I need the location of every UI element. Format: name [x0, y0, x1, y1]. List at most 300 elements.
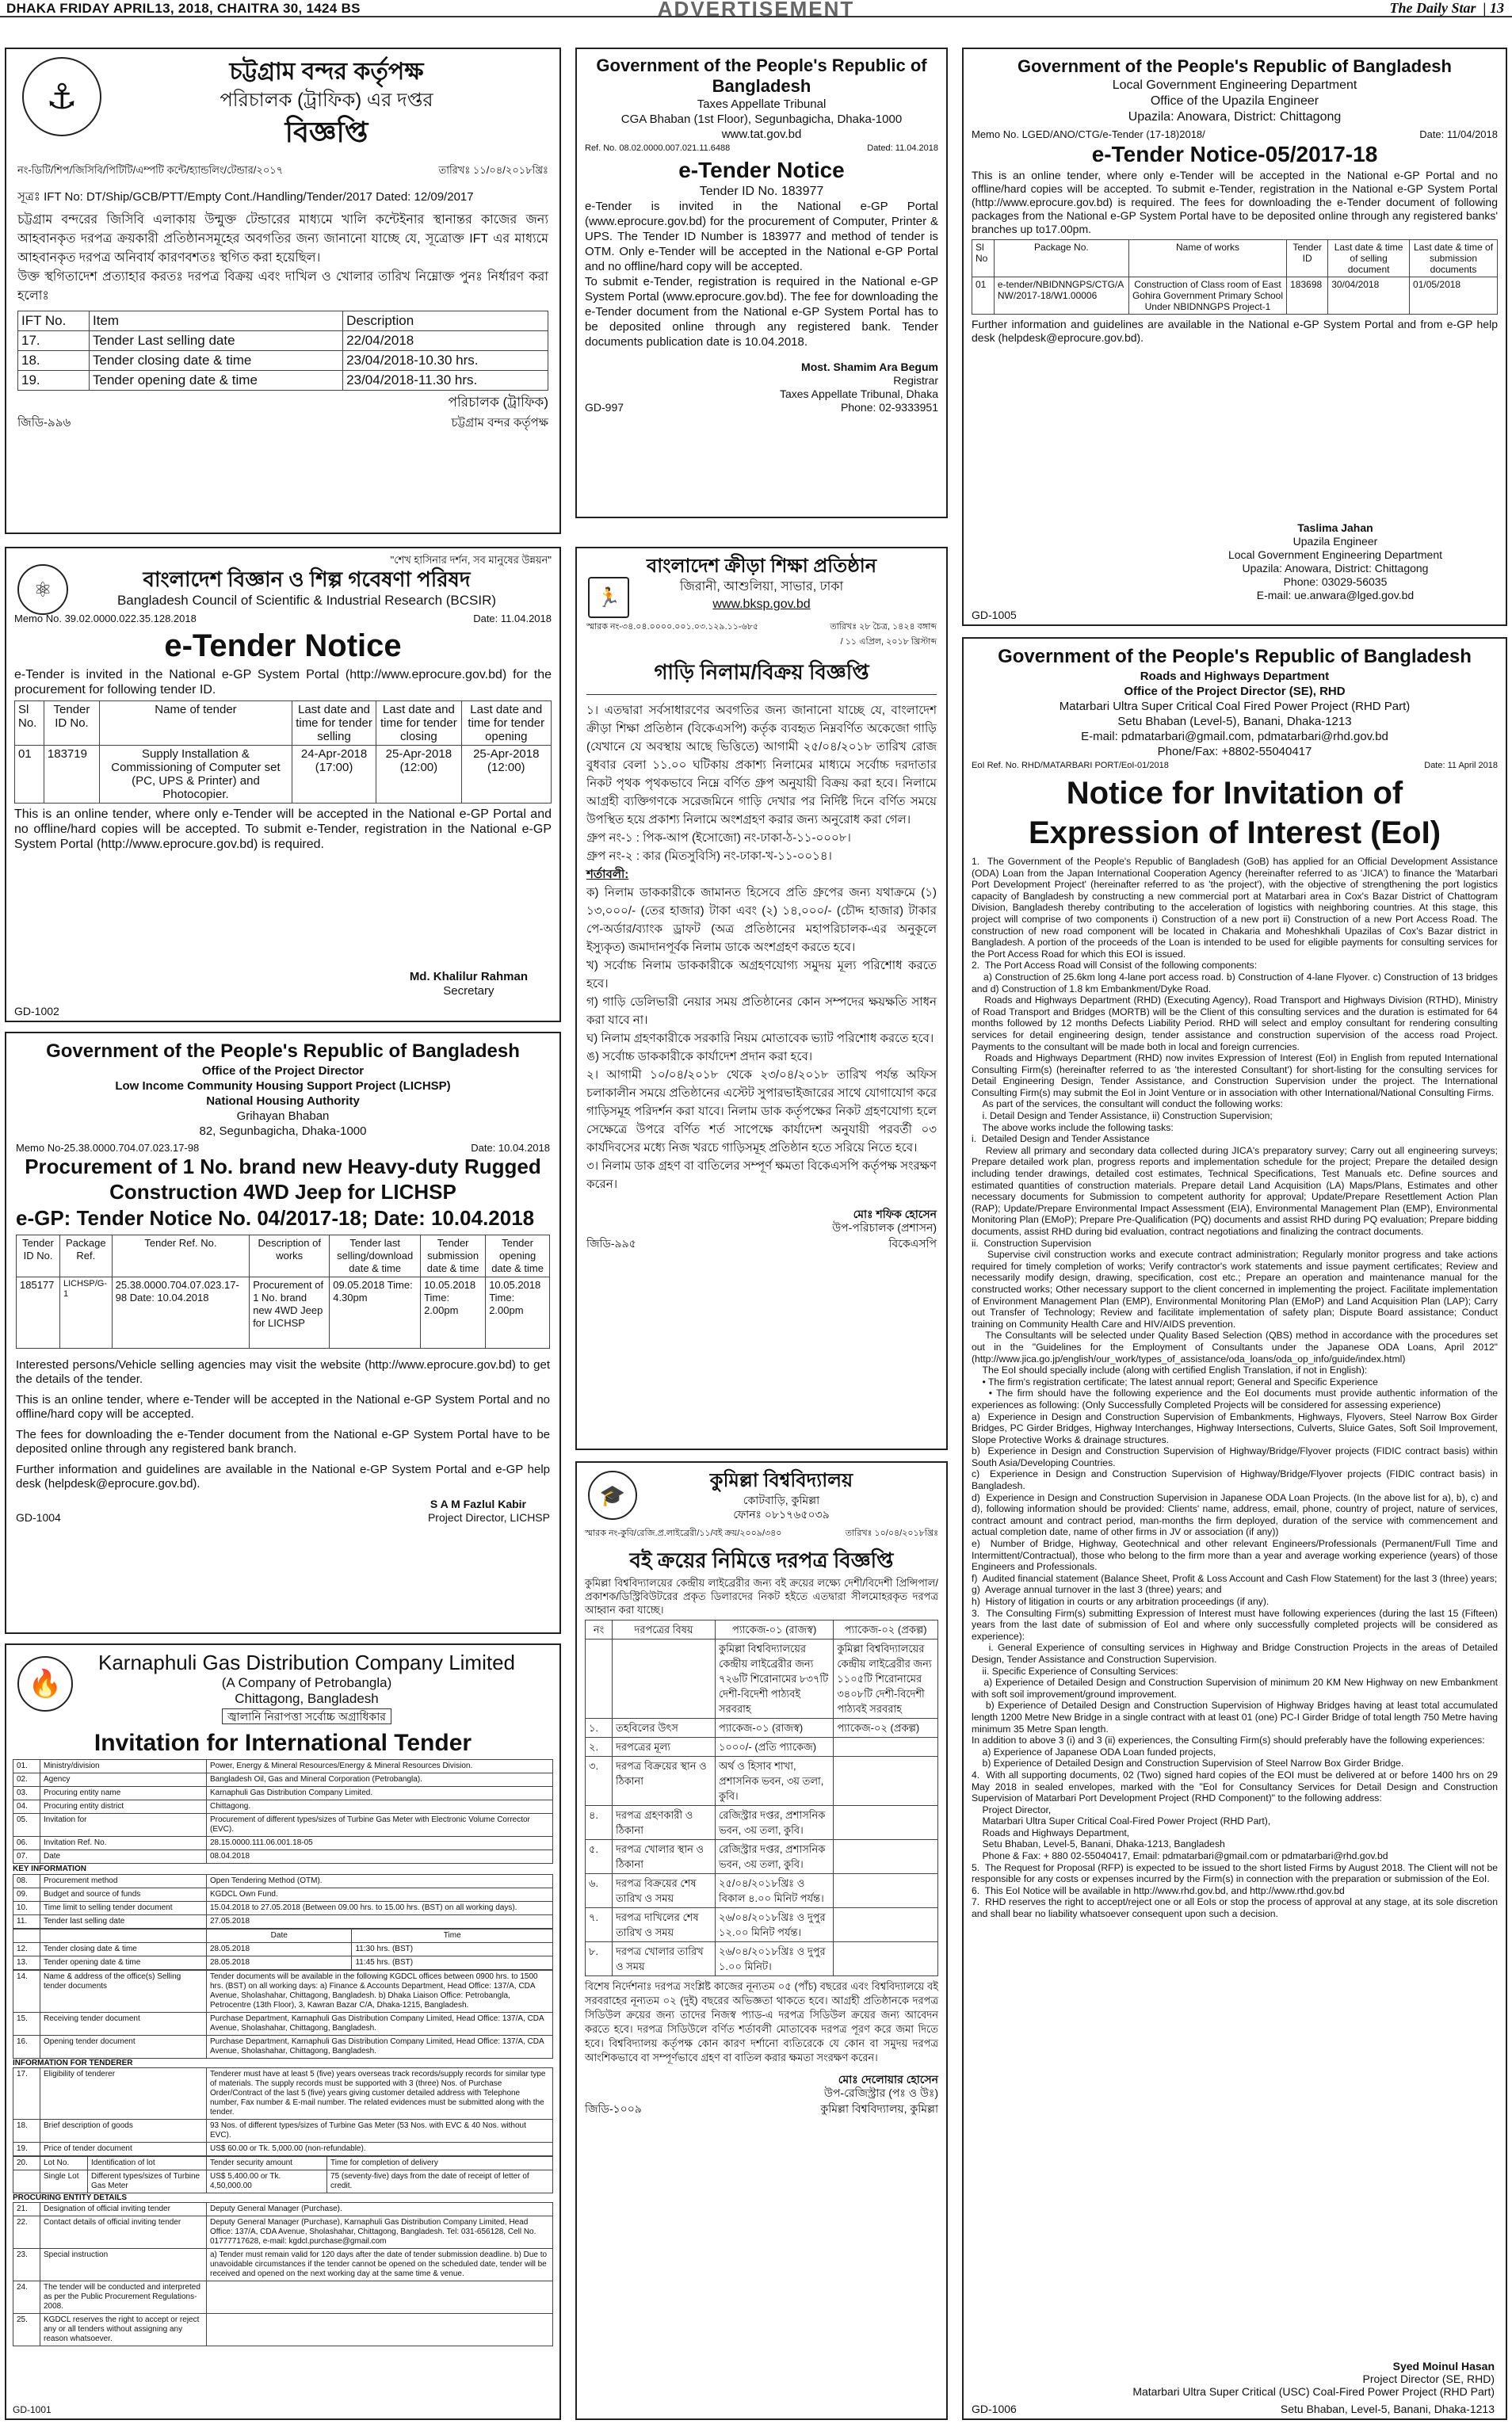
ad-bksp [575, 547, 948, 1450]
cell: ৬. [586, 1874, 613, 1908]
eoi-paragraph: 1. The Government of the People's Republic of Bangladesh (GoB) has applied for an Official Development Assistance (ODA) Loan from the Japan International Cooperation Agency (hereinafter referred to as 'JICA') to finance the 'Matarbari Port Development Project' (hereinafter referred to as 'the project'), with the objective of strengthening the port logistics capacity of Bangladesh by constructing a new commercial port at Matarbari area in Cox's Bazar District of Chattogram Division, Bangladesh thereby contributing to the acceleration of logistics with neighboring countries. At this stage, this project will comprise of two components i) Construction of a new port ii) Construction of a new Port Access Road. The construction of new road component will be located in Chakaria and Moheshkhali Upazilas of Cox's Bazar district in Bangladesh. A portion of the proceeds of the Loan is intended to be used for eligible payments for consulting services for the Port Access Road for which this EOI is issued. [972, 856, 1501, 960]
eoi-paragraph: • The firm should have the following experience and the EoI documents must provide authentic information of the experiences as following: (Only Successfully Completed Projects will be considered for assessing experience) [972, 1388, 1501, 1411]
ad2-gov: Government of the People's Republic of Bangladesh [596, 55, 927, 96]
table-row [13, 1888, 553, 1902]
th-package: Package Ref. [60, 1235, 113, 1277]
cell: ২. [586, 1738, 613, 1757]
eoi-paragraph: Matarbari Ultra Super Critical Coal-Fired Power Project (RHD Part), [972, 1815, 1271, 1827]
cell: 22. [13, 2216, 40, 2249]
ad4-org-bn: বাংলাদেশ বিজ্ঞান ও শিল্প গবেষণা পরিষদ [143, 567, 471, 591]
ad9-sig-name: Syed Moinul Hasan [1392, 2360, 1495, 2372]
ad3-dept: Local Government Engineering Department [1112, 78, 1357, 92]
cell: রেজিস্ট্রার দপ্তর, প্রশাসনিক ভবন, ৩য় তলা, কুবি। [716, 1806, 834, 1840]
cell: 18. [18, 351, 90, 371]
ad2-ref: Ref. No. 08.02.0000.007.021.11.6488 [585, 143, 731, 153]
cell [834, 1840, 938, 1874]
th-tender-id: Tender ID [1287, 240, 1328, 277]
cell: 09.05.2018 Time: 4.30pm [330, 1277, 421, 1349]
cell: 28.15.0000.111.06.001.18-05 [207, 1837, 553, 1850]
ad4-memo: Memo No. 39.02.0000.022.35.128.2018 [14, 613, 197, 624]
university-logo-icon: 🎓 [588, 1471, 637, 1520]
ad3-date: Date: 11/04/2018 [1419, 128, 1498, 140]
cell: Purchase Department, Karnaphuli Gas Distribution Company Limited, Head Office: 137/A, CDA Avenue, Sholashahar, Chittagong, Bangladesh. [207, 2036, 553, 2059]
ad7-table-tenderer [13, 2067, 553, 2156]
ad-lged [962, 48, 1507, 626]
cell: 23/04/2018-11.30 hrs. [343, 371, 548, 391]
table-row [586, 1640, 938, 1719]
table-row [13, 2216, 553, 2249]
cell: তহবিলের উৎস [613, 1719, 716, 1738]
bcsir-logo-icon: ⚛ [17, 564, 68, 615]
table-row [13, 1800, 553, 1814]
cell: দরপত্র খোলার স্থান ও ঠিকানা [613, 1840, 716, 1874]
ad3-title: e-Tender Notice-05/2017-18 [1091, 142, 1378, 166]
ad9-sig-addr: Setu Bhaban, Level-5, Banani, Dhaka-1213 [1280, 2403, 1495, 2415]
cell: 93 Nos. of different types/sizes of Turbine Gas Meter (53 Nos. with EVC & 40 Nos. without EVC). [207, 2120, 553, 2143]
ad-kgdcl [5, 1643, 561, 2420]
th-tender-id: Tender ID No. [44, 701, 99, 746]
cell [613, 1640, 716, 1719]
ad4-table [14, 700, 552, 804]
th-ref: Tender Ref. No. [112, 1235, 250, 1277]
cell: 11. [13, 1915, 40, 1929]
cell: ১০০০/- (প্রতি প্যাকেজ) [716, 1738, 834, 1757]
cell: Time limit to selling tender document [40, 1902, 207, 1915]
ad6-addr: 82, Segunbagicha, Dhaka-1000 [199, 1124, 367, 1138]
eoi-paragraph: ii. Specific Experience of Consulting Services: [972, 1665, 1178, 1677]
eoi-paragraph: ii. Construction Supervision [972, 1237, 1092, 1249]
cell: Ministry/division [40, 1760, 207, 1773]
ad6-code: GD-1004 [16, 1511, 61, 1524]
ad8-code: জিডি-১০০৯ [585, 2102, 642, 2115]
ad-chittagong-port [5, 48, 561, 534]
ad1-code: জিডি-৯৯৬ [17, 416, 71, 429]
ad2-code: GD-997 [585, 401, 624, 414]
ad5-cond-e: ঙ) সর্বোচ্চ ডাককারীকে কার্যাদেশ প্রদান করা হবে। [586, 1050, 813, 1063]
ad3-code: GD-1005 [972, 609, 1017, 621]
ad1-body2: উক্ত স্থগিতাদেশ প্রত্যাহার করতঃ দরপত্র বিক্রয় এবং দাখিল ও খোলার তারিখ নিম্নোক্ত পুনঃ নির্ধারণ করা হলোঃ [17, 270, 548, 303]
cell: 01/05/2018 [1410, 277, 1498, 315]
cell: 24. [13, 2281, 40, 2314]
th-submission: Last date & time of submission documents [1410, 240, 1498, 277]
cell: কুমিল্লা বিশ্ববিদ্যালয়ের কেন্দ্রীয় লাইব্রেরীর জন্য ৭২৬টি শিরোনামের ৮৩৭টি দেশী-বিদেশী পাঠ্যবই সরবরাহ [716, 1640, 834, 1719]
table-row [13, 1943, 553, 1956]
table-row [13, 1787, 553, 1800]
cell: Tender security amount [207, 2157, 327, 2170]
table-row [13, 1875, 553, 1888]
table-row [13, 2068, 553, 2120]
eoi-paragraph: i. General Experience of consulting services in Highway and Bridge Construction Projects in the areas of Detailed Design, Tender Assistance and Construction Supervision. [972, 1642, 1501, 1665]
cell: 15.04.2018 to 27.05.2018 (Between 09.00 hrs. to 15.00 hrs. (BST) on all working days). [207, 1902, 553, 1915]
table-row [13, 1915, 553, 1929]
ad9-email: E-mail: pdmatarbari@gmail.com, pdmatarbari@rhd.gov.bd [1081, 730, 1388, 743]
ad9-body [972, 856, 1501, 1920]
table-row [13, 1814, 553, 1837]
ad1-ref: সূত্রঃ IFT No: DT/Ship/GCB/PTT/Empty Cont./Handling/Tender/2017 Dated: 12/09/2017 [17, 190, 474, 204]
ad4-date: Date: 11.04.2018 [473, 613, 552, 624]
eoi-paragraph: In addition to above 3 (i) and 3 (ii) experiences, the Consulting Firm(s) should preferably have the following experiences: [972, 1735, 1485, 1746]
ad3-sig-area: Upazila: Anowara, District: Chittagong [1242, 562, 1429, 575]
table-row [586, 1757, 938, 1806]
ad6-memo: Memo No-25.38.0000.704.07.023.17-98 [16, 1142, 200, 1154]
ad8-foot: বিশেষ নির্দেশনাঃ দরপত্র সংশ্লিষ্ট কাজের নূন্যতম ০৫ (পাঁচ) বছরের এবং বিশ্ববিদ্যালয়ে বই সরবরাহের নূন্যতম ০২ (দুই) বছরের অভিজ্ঞতা থাকতে হবে। আগ্রহী প্রতিষ্ঠানকে দরপত্র সিডিউল ক্রয়ের জন্য তাদের নিজস্ব প্যাড-এ দরপত্র সিডিউল ক্রয়ের জন্য আবেদন করতে হবে। দরপত্র সিডিউলে বর্ণিত শর্তাবলী মোতাবেক দরপত্র পূরণ করে জমা দিতে হবে। বিশ্ববিদ্যালয় কর্তৃপক্ষ কোন কারণ দর্শানো ব্যতিরেকে যে কোন বা সমুদয় দরপত্র আংশিকভাবে বা সম্পূর্ণভাবে গ্রহণ বা বাতিল করার ক্ষমতা সংরক্ষণ করেন। [585, 1980, 938, 2063]
cell: 07. [13, 1850, 40, 1864]
ad8-title: বই ক্রয়ের নিমিত্তে দরপত্র বিজ্ঞপ্তি [629, 1548, 894, 1572]
ad6-office: Office of the Project Director [201, 1064, 365, 1078]
cell: 28.05.2018 [207, 1956, 352, 1970]
ad5-date: তারিখঃ ২৮ চৈত্র, ১৪২৪ বঙ্গাব্দ / ১১ এপ্রিল, ২০১৮ খ্রিস্টাব্দ [830, 622, 937, 647]
cell: Identification of lot [88, 2157, 207, 2170]
ad2-addr: CGA Bhaban (1st Floor), Segunbagicha, Dhaka-1000 [620, 113, 903, 126]
ad9-sig-title: Project Director (SE, RHD) [1362, 2372, 1495, 2385]
ad5-sig-title: উপ-পরিচালক (প্রশাসন) [832, 1221, 937, 1234]
ad5-para2: ২। আগামী ১০/০৪/২০১৮ থেকে ২৩/০৪/২০১৮ তারিখ পর্যন্ত অফিস চলাকালীন সময়ে প্রতিষ্ঠানের এস্টেট সুপারভাইজারের সাথে যোগাযোগ করে গাড়িসমূহ পরিদর্শন করা যাবে। নিলাম ডাক কর্তৃপক্ষের নিকট গ্রহণযোগ্য হলে সেক্ষেত্রে উপরে বর্ণিত শর্ত সাপেক্ষে কার্যাদেশ অনুযায়ী পরবর্তী ০৩ কার্যদিবসের মধ্যে নিজ খরচে গাড়িসমূহ প্রতিষ্ঠান হতে সরিয়ে নিতে হবে। [586, 1068, 937, 1155]
cell: 06. [13, 1837, 40, 1850]
eoi-paragraph: 7. RHD reserves the right to accept/reject one or all EoIs or stop the process of approval at any stage, at its sole discretion and shall bear no liability whatsoever consequent upon such a decision. [972, 1896, 1501, 1920]
cell: Bangladesh Oil, Gas and Mineral Corporation (Petrobangla). [207, 1773, 553, 1787]
ad5-addr: জিরানী, আশুলিয়া, সাভার, ঢাকা [679, 580, 844, 594]
cell [207, 2314, 553, 2346]
ad7-table [13, 1759, 553, 1864]
cell: Price of tender document [40, 2143, 207, 2156]
ad1-sig-org: চট্টগ্রাম বন্দর কর্তৃপক্ষ [451, 416, 548, 429]
cell: দরপত্র দাখিলের শেষ তারিখ ও সময় [613, 1908, 716, 1942]
ad-comilla-university [575, 1461, 948, 2420]
eoi-paragraph: Supervise civil construction works and execute contract administration; Regularly monitor progress and take actions required for timely completion of works; Verify contractor's work statements and issue payment certificates; Review and necessarily modify design, drawing, specification, cost etc.; Prepare an operation and maintenance manual for the constructed works; Other necessary support to the client concerned in implementing the project. Facilitate implementation of Environment Management Plan (EMP), Environmental Monitoring Plan (EMoP) and Land Acquisition Plan (LAP); Carry out Transfer of Technology; Review and facilitate implementation of safety plan; Dispute Board assistance; Conduct training on Community Health Care and HIV/AIDS prevention. [972, 1249, 1501, 1330]
cell: Tender closing date & time [90, 351, 343, 371]
ad5-web: www.bksp.gov.bd [712, 597, 811, 611]
ad4-sig-title: Secretary [443, 984, 494, 998]
cell [207, 2281, 553, 2314]
cell: 16. [13, 2036, 40, 2059]
table-row [13, 2170, 553, 2193]
cell: 75 (seventy-five) days from the date of receipt of letter of credit. [327, 2170, 553, 2193]
table-row [586, 1738, 938, 1757]
ad7-table-offices [13, 1970, 553, 2059]
cell: 22/04/2018 [343, 331, 548, 351]
ad1-title: বিজ্ঞপ্তি [284, 116, 368, 148]
cell: ৪. [586, 1806, 613, 1840]
ad6-gov: Government of the People's Republic of Bangladesh [46, 1040, 520, 1062]
cell: ৭. [586, 1908, 613, 1942]
cell: ২৬/০৪/২০১৮খ্রিঃ ও দুপুর ১২.০০ মিনিট পর্যন্ত। [716, 1908, 834, 1942]
ad3-sig-title: Upazila Engineer [1292, 535, 1378, 548]
ad5-memo: স্মারক নং-৩৪.০৪.০০০০.০০১.০৩.১২৯.১১-৬৮৫ [586, 622, 758, 632]
th-selling: Last date & time of selling document [1328, 240, 1410, 277]
th-description: Description [343, 311, 548, 331]
ad8-sig-org: কুমিল্লা বিশ্ববিদ্যালয়, কুমিল্লা [820, 2102, 938, 2115]
cell: Supply Installation & Commissioning of Computer set (PC, UPS & Printer) and Photocopier. [100, 746, 292, 804]
ad3-body: This is an online tender, where only e-Tender will be accepted in the National e-GP Portal and no offline/hard copies will be accepted. To submit e-Tender, registration in the National e-GP System Portal (http://www.eprocure.gov.bd) is required. The fees for downloading the e-Tender document of following packages from the National e-GP System Portal have to be deposited online through any registered banks' branches up to17.00pm. [972, 169, 1498, 235]
ad-rhd-eoi [962, 637, 1507, 2420]
page-number: 13 [1490, 0, 1504, 16]
cell: 183719 [44, 746, 99, 804]
ad5-org: বাংলাদেশ ক্রীড়া শিক্ষা প্রতিষ্ঠান [646, 555, 877, 577]
cell: 01. [13, 1760, 40, 1773]
ad5-sig-org: বিকেএসপি [888, 1237, 937, 1250]
ad9-project: Matarbari Ultra Super Critical Coal Fired Power Project (RHD Part) [1059, 700, 1411, 713]
cell: দরপত্র বিক্রয়ের শেষ তারিখ ও সময় [613, 1874, 716, 1908]
ad7-info-tenderer: INFORMATION FOR TENDERER [13, 2059, 133, 2067]
cell: 14. [13, 1971, 40, 2013]
ad3-sig-email: E-mail: ue.anwara@lged.gov.bd [1256, 589, 1415, 601]
ad6-p4: Further information and guidelines are available in the National e-GP System Portal and e-GP help desk (helpdesk@eprocure.gov.bd). [16, 1463, 550, 1491]
ad-bcsir [5, 547, 561, 1022]
eoi-paragraph: Setu Bhaban, Level-5, Banani, Dhaka-1213, Bangladesh [972, 1838, 1225, 1850]
cell [834, 1942, 938, 1976]
cell: LICHSP/G-1 [60, 1277, 113, 1349]
ad9-code: GD-1006 [972, 2403, 1017, 2415]
th-tender-id: Tender ID No. [17, 1235, 60, 1277]
table-row [13, 2249, 553, 2281]
table-row [586, 1719, 938, 1738]
cell: 27.05.2018 [207, 1915, 553, 1929]
dateline: DHAKA FRIDAY APRIL13, 2018, CHAITRA 30, 1424 BS [6, 1, 361, 16]
ad6-project: Low Income Community Housing Support Project (LICHSP) [115, 1079, 451, 1093]
ad6-p2: This is an online tender, where e-Tender will be accepted in the National e-GP System Portal and no offline/hard copy will be accepted. [16, 1393, 550, 1421]
cell: US$ 5,400.00 or Tk. 4,50,000.00 [207, 2170, 327, 2193]
th-desc: Description of works [250, 1235, 330, 1277]
cell: Construction of Class room of East Gohira Government Primary School Under NBIDNNGPS Project-1 [1128, 277, 1286, 315]
ad5-cond-b: খ) সর্বোচ্চ নিলাম ডাককারীকে অগ্রহণযোগ্য সমুদয় মূল্য পরিশোধ করতে হবে। [586, 959, 937, 991]
th-ift-no: IFT No. [18, 311, 90, 331]
eoi-paragraph: i. Detailed Design and Tender Assistance [972, 1133, 1150, 1145]
cell: Eligibility of tenderer [40, 2068, 207, 2120]
ad8-table [585, 1620, 938, 1976]
cell: 11:30 hrs. (BST) [352, 1943, 553, 1956]
ad5-para3: ৩। নিলাম ডাক গ্রহণ বা বাতিলের সম্পূর্ণ ক্ষমতা বিকেএসপি কর্তৃপক্ষ সংরক্ষণ করেন। [586, 1159, 937, 1191]
cell: e-tender/NBIDNNGPS/CTG/ANW/2017-18/W1.00006 [994, 277, 1128, 315]
ad8-phone: ফোনঃ ০৮১৭৬৫০৩৯ [733, 1508, 830, 1521]
cell: 08.04.2018 [207, 1850, 553, 1864]
th-closing: Last date and time for tender closing [376, 701, 461, 746]
th-time: Time [352, 1930, 553, 1943]
ad9-ref: EoI Ref. No. RHD/MATARBARI PORT/EoI-01/2018 [972, 761, 1169, 770]
th-subject: দরপত্রের বিষয় [613, 1620, 716, 1640]
ad5-conditions-label: শর্তাবলী: [586, 868, 629, 881]
cell: KGDCL reserves the right to accept or reject any or all tenders without assigning any reason whatsoever. [40, 2314, 207, 2346]
ad5-body: ১। এতদ্বারা সর্বসাধারণের অবগতির জন্য জানানো যাচ্ছে যে, বাংলাদেশ ক্রীড়া শিক্ষা প্রতিষ্ঠান (বিকেএসপি) কর্তৃক ব্যবহৃত নিম্নবর্ণিত অকেজো গাড়ি (যেখানে যে অবস্থায় আছে ভিত্তিতে) আগামী ২৫/০৪/২০১৮ তারিখ রোজ বুধবার বেলা ১১.০০ ঘটিকায় প্রকাশ্য নিলামের মাধ্যমে সর্বোচ্চ দরদাতার নিকট পৃথক পৃথকভাবে নিম্নে বর্ণিত গ্রুপ অনুযায়ী বিক্রয় করা হবে। নিলামে আগ্রহী ব্যক্তিগণকে সরেজমিনে গাড়ি দেখার পর নির্দিষ্ট দিনে বর্ণিত সময়ে উপস্থিত হয়ে প্রকাশ্য নিলামে অংশগ্রহণ করার জন্য অনুরোধ করা গেল। [586, 704, 937, 826]
cell: 02. [13, 1773, 40, 1787]
ad9-gov: Government of the People's Republic of Bangladesh [998, 646, 1472, 667]
ad7-org: Karnaphuli Gas Distribution Company Limited [97, 1651, 516, 1674]
ad3-memo: Memo No. LGED/ANO/CTG/e-Tender (17-18)2018/ [972, 128, 1205, 140]
th-name: Name of tender [100, 701, 292, 746]
ad2-phone: Phone: 02-9333951 [841, 401, 938, 414]
ad2-org: Taxes Appellate Tribunal [697, 97, 827, 111]
cell: 10. [13, 1902, 40, 1915]
cell: 25-Apr-2018 (12:00) [461, 746, 551, 804]
cell: 19. [13, 2143, 40, 2156]
table-row [17, 1277, 550, 1349]
ad7-key-info: KEY INFORMATION [13, 1865, 86, 1873]
ad1-memo: নং-ডিটি/শিপ/জিসিবি/পিটিটি/এম্পটি কন্টে/হ্যান্ডলিং/টেন্ডার/২০১৭ [17, 164, 284, 176]
ad7-code: GD-1001 [13, 2404, 52, 2415]
cell: Single Lot [40, 2170, 88, 2193]
ad7-table-dates [13, 1929, 553, 1970]
eoi-paragraph: g) Average annual turnover in the last 3 (three) years; and [972, 1584, 1222, 1596]
th-opening: Last date and time for tender opening [461, 701, 551, 746]
cell [834, 1908, 938, 1942]
cell: 01 [972, 277, 995, 315]
ad7-table-lot [13, 2156, 553, 2193]
eoi-paragraph: i. Detail Design and Tender Assistance, ii) Construction Supervision; [972, 1110, 1273, 1122]
cell: 23/04/2018-10.30 hrs. [343, 351, 548, 371]
cell [834, 1738, 938, 1757]
section-title: ADVERTISEMENT [657, 0, 855, 21]
eoi-paragraph: • The firm's registration certificate; The latest annual report; General and Specific Experience [972, 1376, 1378, 1388]
cell: 01 [15, 746, 44, 804]
table-row [18, 351, 548, 371]
cell: Time for completion of delivery [327, 2157, 553, 2170]
eoi-paragraph: h) History of litigation in courts or any arbitration proceedings (if any). [972, 1596, 1270, 1607]
cell: Karnaphuli Gas Distribution Company Limited. [207, 1787, 553, 1800]
cell: Special instruction [40, 2249, 207, 2281]
ad5-code: জিডি-৯৯৫ [586, 1237, 636, 1250]
table-row [13, 1902, 553, 1915]
cell: প্যাকেজ-০২ (প্রকল্প) [834, 1719, 938, 1738]
cell: কুমিল্লা বিশ্ববিদ্যালয়ের কেন্দ্রীয় লাইব্রেরীর জন্য ১১০৫টি শিরোনামের ৩৪০৮টি দেশী-বিদেশী পাঠ্যবই সরবরাহ [834, 1640, 938, 1719]
ad4-foot: This is an online tender, where only e-Tender will be accepted in the National e-GP Portal and no offline/hard copies will be accepted. To submit e-Tender, registration in the National e-GP System Portal (http://www.eprocure.gov.bd) is required. [14, 807, 552, 851]
ad4-org-en: Bangladesh Council of Scientific & Industrial Research (BCSIR) [116, 593, 497, 608]
cell: 09. [13, 1888, 40, 1902]
table-row [18, 331, 548, 351]
ad4-motto: "শেখ হাসিনার দর্শন, সব মানুষের উন্নয়ন" [390, 554, 552, 566]
table-row [13, 2281, 553, 2314]
eoi-paragraph: Roads and Highways Department (RHD) now invites Expression of Interest (EoI) in English from reputed International Consulting Firm(s) (hereinafter referred to as 'the interested Consultant') for short-listing for the consulting services for Detail Engineering Design, Tender Assistance, and Construction Supervision under the project. The International Consulting Firm(s) may submit the EoI in Joint Venture or in association with other International/National Consulting Firms. [972, 1052, 1501, 1098]
ad3-foot: Further information and guidelines are available in the National e-GP System Portal and from e-GP help desk (helpdesk@eprocure.gov.bd). [972, 318, 1498, 344]
ad3-area: Upazila: Anowara, District: Chittagong [1128, 110, 1342, 124]
eoi-paragraph: e) Number of Bridge, Highway, Geotechnical and other relevant Engineers/Professionals (Permanent/Full Time and Intermittent/Contractual), those who belong to the firm more than a year and average working experience (years) of those Engineers and Professionals. [972, 1538, 1501, 1573]
ad4-intro: e-Tender is invited in the National e-GP System Portal (http://www.eprocure.gov.bd) for the procurement for following tender ID. [14, 668, 552, 697]
cell: Procurement of 1 No. brand new 4WD Jeep for LICHSP [250, 1277, 330, 1349]
cell: Contact details of official inviting tender [40, 2216, 207, 2249]
cell: 10.05.2018 Time: 2.00pm [486, 1277, 550, 1349]
table-row [13, 2203, 553, 2216]
th-sl: Sl No. [15, 701, 44, 746]
cell: 13. [13, 1956, 40, 1970]
cell: The tender will be conducted and interpreted as per the Public Procurement Regulations-2008. [40, 2281, 207, 2314]
th-selling: Tender last selling/download date & time [330, 1235, 421, 1277]
table-row [586, 1806, 938, 1840]
ad1-date: তারিখঃ ১১/০৪/২০১৮খ্রিঃ [438, 164, 548, 176]
eoi-paragraph: The EoI should specially include (along with certified English Translation, if not in English): [972, 1365, 1368, 1376]
ad4-title: e-Tender Notice [164, 628, 402, 663]
ad7-table-key [13, 1874, 553, 1929]
ad7-table-entity [13, 2202, 553, 2346]
eoi-paragraph: a) Experience of Detailed Design and Construction Supervision of minimum 20 KM New Highway on new Embankment with soft soil improvement/ground improvement. [972, 1677, 1501, 1700]
cell: দরপত্র গ্রহণকারী ও ঠিকানা [613, 1806, 716, 1840]
cell: 25-Apr-2018 (12:00) [376, 746, 461, 804]
eoi-paragraph: Review all primary and secondary data collected during JICA's preparatory survey; Carry out all engineering surveys; Prepare detailed work plan, progress reports and implementation schedule for the project; Prepare the detailed design including tender drawings, detailed cost estimates, Technical Specifications, Test Manuals etc. Define sources and estimated quantities of construction materials. Prepare detail Land Acquisition (LA) Maps/Plans, Estimates and other necessary documents for Submission to competent authority for approval; Update/Prepare Resettlement Action Plan (RAP); Update/Prepare Environmental Impact Assessment (EIA), Environmental Management Plan (EMP), Environmental Monitoring Plan (EMoP); Prepare Pre-Qualification (PQ) documents and assist RHD during PQ evaluation; Prepare bidding documents, assist RHD during bid evaluation, contract negotiations and finalizing the contract documents. [972, 1144, 1501, 1237]
eoi-paragraph: b) Experience of Detailed Design and Construction Supervision of Highway Bridges having at least total accumulated length 1200 Metre New Bridge in a single contract with at least 01 (one) PC-I Girder Bridge of total length 750 Metre having minimum 35 Metre Span length. [972, 1700, 1501, 1735]
ad6-bhaban: Grihayan Bhaban [236, 1109, 330, 1123]
cell: 19. [18, 371, 90, 391]
table-row [13, 1760, 553, 1773]
ad8-org: কুমিল্লা বিশ্ববিদ্যালয় [709, 1470, 853, 1491]
cell: Chittagong. [207, 1800, 553, 1814]
cell [586, 1640, 613, 1719]
table-row [13, 2036, 553, 2059]
cell: 23. [13, 2249, 40, 2281]
cell: 183698 [1287, 277, 1328, 315]
ad8-intro: কুমিল্লা বিশ্ববিদ্যালয়ের কেন্দ্রীয় লাইব্রেরীর জন্য বই ক্রয়ের লক্ষ্যে দেশী/বিদেশী প্রিন্সিপাল/প্রকাশক/ডিস্ট্রিবিউটরের প্রকৃত ডিলারদের নিকট হইতে এতদ্বারা সীলমোহরকৃত দরপত্র আহ্বান করা যাচ্ছে। [585, 1577, 938, 1616]
cell: 05. [13, 1814, 40, 1837]
ad6-egp-notice: e-GP: Tender Notice No. 04/2017-18; Date: 10.04.2018 [16, 1206, 535, 1230]
cell: Tender opening date & time [40, 1956, 207, 1970]
cell: 18. [13, 2120, 40, 2143]
table-row [18, 371, 548, 391]
ad1-table [17, 311, 548, 391]
th-package: Package No. [994, 240, 1128, 277]
cell: Tender last selling date [40, 1915, 207, 1929]
ad9-title: Notice for Invitation of Expression of Interest (EoI) [1028, 776, 1441, 850]
cell: 28.05.2018 [207, 1943, 352, 1956]
cell: রেজিস্ট্রার দপ্তর, প্রশাসনিক ভবন, ৩য় তলা, কুবি। [716, 1840, 834, 1874]
eoi-paragraph: a) Experience in Design and Construction Supervision of Embankments, Highways, Flyovers, Steel Narrow Box Girder Bridges, PC Girder Bridges, Highway Interchanges, Highway Intersections, Culverts, Sluice Gates, Soft Soil Improvement, Slope Protective Works & drainage structures. [972, 1411, 1501, 1445]
page-header [0, 0, 1512, 21]
eoi-paragraph: b) Experience of Detailed Design and Construction Supervision of Steel Narrow Box Girder Bridge. [972, 1758, 1404, 1769]
ad2-tender-id: Tender ID No. 183977 [699, 185, 824, 198]
ad5-cond-d: ঘ) নিলাম গ্রহণকারীকে সরকারি নিয়ম মোতাবেক ভ্যাট পরিশোধ করতে হবে। [586, 1032, 934, 1045]
ad5-cond-a: ক) নিলাম ডাককারীকে জামানত হিসেবে প্রতি গ্রুপের জন্য যথাক্রমে (১) ১৩,০০০/- (তের হাজার) টাকা এবং (২) ১৪,০০০/- (চৌদ্দ হাজার) টাকার পে-অর্ডার/ব্যাংক ড্রাফট (অত্র প্রতিষ্ঠানের মহাপরিচালক-এর অনুকূলে ইস্যুকৃত) জমাদানপূর্বক নিলাম ডাকে অংশগ্রহণ করতে হবে। [586, 886, 937, 954]
ad8-memo: স্মারক নং-কুবি/রেজি.প্র.লাইব্রেরী/১১/বই ক্রয়/২০০৯/৩৪০ [585, 1529, 782, 1538]
ad8-sig-name: মোঃ দেলোয়ার হোসেন [838, 2073, 938, 2086]
cell: 12. [13, 1943, 40, 1956]
ad9-sig-project: Matarbari Ultra Super Critical (USC) Coal-Fired Power Project (RHD Part) [1132, 2385, 1495, 2398]
cell: Invitation for [40, 1814, 207, 1837]
ad-lichsp [5, 1032, 561, 1634]
eoi-paragraph: Project Director, [972, 1804, 1052, 1815]
ad3-table [972, 239, 1498, 315]
cell: Agency [40, 1773, 207, 1787]
cell: Procuring entity district [40, 1800, 207, 1814]
cell: ৮. [586, 1942, 613, 1976]
cell: ৫. [586, 1840, 613, 1874]
cell: Tender closing date & time [40, 1943, 207, 1956]
table-row [586, 1908, 938, 1942]
ad3-office: Office of the Upazila Engineer [1150, 94, 1319, 108]
eoi-paragraph: c) Experience in Design and Construction Supervision of Highway/Bridge/Flyover projects (FIDIC contract basis) in Bangladesh. [972, 1468, 1501, 1492]
ad2-body2: To submit e-Tender, registration is required in the National e-GP System Portal (www.eprocure.gov.bd). The fee for downloading the e-Tender document from the National e-GP System Portal has to be deposited online through any registered bank. Tender documents publication date is 10.04.2018. [585, 275, 938, 349]
th-works: Name of works [1128, 240, 1286, 277]
cell: Procurement of different types/sizes of Turbine Gas Meter with Electronic Volume Corrector (EVC). [207, 1814, 553, 1837]
eoi-paragraph: As part of the services, the consultant will conduct the following works: [972, 1098, 1283, 1110]
ad3-sig-dept: Local Government Engineering Department [1228, 548, 1442, 561]
cell: Power, Energy & Mineral Resources/Energy & Mineral Resources Division. [207, 1760, 553, 1773]
cell: Budget and source of funds [40, 1888, 207, 1902]
ad2-date: Dated: 11.04.2018 [867, 143, 938, 153]
cell: Tenderer must have at least 5 (five) years overseas track records/supply records for similar type of materials. The supply records must be supported with 3 (three) Nos. of Purchase Order/Contract of the last 5 (five) years giving customer detailed address with Telephone number, Fax number & E-mail number. The related evidences must be submitted along with the tender. [207, 2068, 553, 2120]
ad6-sig-name: S A M Fazlul Kabir [430, 1498, 526, 1510]
cell: a) Tender must remain valid for 120 days after the date of tender submission deadline. b) Due to unavoidable circumstances if the tender cannot be opened on the scheduled date, tender will be received and opened on the next working day at the same time & venue. [207, 2249, 553, 2281]
table-row [13, 1956, 553, 1970]
cell: Deputy General Manager (Purchase), Karnaphuli Gas Distribution Company Limited, Head Office: 137/A, CDA Avenue, Sholashahar, Chittagong, Bangladesh. Tel: 031-656128, Cell No. 01777717628, e-mail: kgdcl.purchase@gmail.com [207, 2216, 553, 2249]
ad7-city: Chittagong, Bangladesh [235, 1691, 379, 1706]
ad6-table [16, 1235, 550, 1349]
ad1-org: চট্টগ্রাম বন্দর কর্তৃপক্ষ [229, 59, 424, 85]
eoi-paragraph: b) Experience in Design and Construction Supervision of Highway/Bridge/Flyover projects (FIDIC contract basis) within South Asia/Developing Countries. [972, 1445, 1501, 1468]
cell: Deputy General Manager (Purchase). [207, 2203, 553, 2216]
ad9-office: Office of the Project Director (SE), RHD [1124, 685, 1346, 698]
th-submission: Tender submission date & time [421, 1235, 486, 1277]
ad8-addr: কোটবাড়ি, কুমিল্লা [743, 1494, 820, 1506]
ad2-sig-name: Most. Shamim Ara Begum [801, 361, 938, 373]
cell: Open Tendering Method (OTM). [207, 1875, 553, 1888]
cell: 10.05.2018 Time: 2.00pm [421, 1277, 486, 1349]
ad6-p1: Interested persons/Vehicle selling agencies may visit the website (http://www.eprocure.gov.bd) to get the details of the tender. [16, 1358, 550, 1386]
cell: ৩. [586, 1757, 613, 1806]
